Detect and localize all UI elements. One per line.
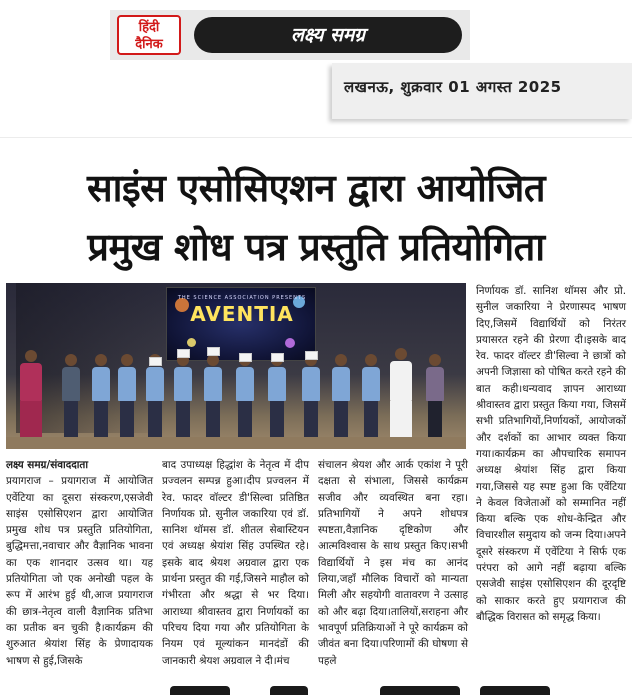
person-figure: [174, 354, 192, 441]
article-photo: [6, 283, 466, 449]
article-column-right: [476, 283, 626, 688]
certificate: [177, 349, 190, 358]
certificate: [271, 353, 284, 362]
masthead: [110, 10, 470, 60]
next-headline-peek: [150, 686, 620, 695]
article-column-3: [318, 457, 468, 685]
paper-badge: [117, 15, 181, 55]
planet-icon: [187, 338, 196, 347]
person-figure: [118, 354, 136, 441]
person-figure: [332, 354, 350, 441]
person-figure: [268, 354, 286, 441]
person-figure: [426, 354, 444, 441]
column-text: बाद उपाध्यक्ष हिद्धांश के नेतृत्व में दीप प्रज्वलन सम्पन्न हुआ।दीप प्रज्वलन में रेव. फादर वॉल्टर डी'सिल्वा प्रतिष्ठित निर्णायक प्रो. सुनील जकारिया एवं डॉ. सानिश थॉमस डॉ. शीतल सेबास्टियन एवं अध्यक्ष श्रेयांश सिंह उपस्थित रहे।इसके बाद श्रेयश अग्रवाल द्वारा एक प्रार्थना प्रस्तुत की गई,जिसने माहौल को गंभीरता और श्रद्धा से भर दिया। आराध्या श्रीवास्तव द्वारा निर्णायकों का परिचय दिया गया और प्रतियोगिता के नियम एवं मूल्यांकन मानदंडों की जानकारी श्रेयश अग्रवाल ने दी।मंच: [162, 459, 309, 667]
person-figure: [204, 354, 222, 441]
screen-title: AVENTIA: [190, 302, 294, 326]
column-text: प्रयागराज – प्रयागराज में आयोजित एवेंटिया का दूसरा संस्करण,एसजेवी साइंस एसोसिएशन द्वारा आयोजित प्रमुख शोध पत्र प्रस्तुति प्रतियोगिता, बुद्धिमत्ता,नवाचार और वैज्ञानिक भावना का एक शानदार उत्सव था। यह प्रतियोगिता जो एक अनोखी पहल के रूप में आरंभ हुई थी,आज प्रयागराज की छात्र-नेतृत्व वाली वैज्ञानिक प्रतिभा का प्रतीक बन चुकी है।कार्यक्रम की शुरुआत श्रेयांश सिंह के प्रेणादायक भाषण से हुई,जिसके: [6, 475, 153, 667]
dateline: लखनऊ, शुक्रवार 01 अगस्त 2025: [344, 78, 562, 96]
person-figure: [362, 354, 380, 441]
stage-floor: [6, 437, 466, 449]
person-figure: [146, 354, 164, 441]
planet-icon: [285, 338, 295, 348]
column-text: निर्णायक डॉ. सानिश थॉमस और प्रो. सुनील जकारिया ने प्रेरणास्पद भाषण दिए,जिसमें विद्यार्थियों को निरंतर प्रयासरत रहने की प्रेरणा दी।इसके बाद रेव. फादर वॉल्टर डी'सिल्वा ने छात्रों को अपनी जिज्ञासा को पोषित करते रहने की बात कही।धन्यवाद ज्ञापन आराध्या श्रीवास्तव द्वारा प्रस्तुत किया गया, जिसमें सभी प्रतिभागियों,निर्णायकों, आयोजकों और दर्शकों का आभार व्यक्त किया गया।कार्यक्रम का औपचारिक समापन अध्यक्ष श्रेयांश सिंह द्वारा किया गया,जिससे यह स्पष्ट हुआ कि एवेंटिया ने केवल विजेताओं को सम्मानित नहीं किया बल्कि एक शोध-केन्द्रित और विचारशील समुदाय को जन्म दिया।अपने दूसरे संस्करण में एवेंटिया ने सिर्फ एक परंपरा को आगे नहीं बढ़ाया बल्कि एसजेवी साइंस एसोसिएशन की दूरदृष्टि को साकार करते हुए प्रयागराज की बौद्धिक विरासत को समृद्ध किया।: [476, 285, 626, 623]
article-column-1: [6, 457, 153, 685]
header-rule: [0, 137, 632, 138]
article-column-2: [162, 457, 309, 685]
person-figure: [302, 354, 320, 441]
dateline-box: [332, 63, 632, 119]
headline-line-2: प्रमुख शोध पत्र प्रस्तुति प्रतियोगिता: [87, 225, 545, 269]
certificate: [239, 353, 252, 362]
badge-line-1: हिंदी: [138, 20, 160, 35]
person-figure: [92, 354, 110, 441]
person-figure: [62, 354, 80, 441]
screen-caption: THE SCIENCE ASSOCIATION PRESENTS: [177, 295, 307, 301]
person-figure: [392, 348, 410, 441]
byline: लक्ष्य समग्र/संवाददाता: [6, 459, 89, 471]
headline-line-1: साइंस एसोसिएशन द्वारा आयोजित: [86, 166, 546, 210]
badge-line-2: दैनिक: [135, 37, 163, 52]
certificate: [207, 347, 220, 356]
column-text: संचालन श्रेयश और आर्क एकांश ने पूरी दक्षता से संभाला, जिससे कार्यक्रम सजीव और व्यवस्थित बना रहा।प्रतिभागियों ने अपने शोधपत्र स्पष्टता,वैज्ञानिक दृष्टिकोण और आत्मविश्वास के साथ प्रस्तुत किए।सभी विद्यार्थियों ने इस मंच का आनंद लिया,जहाँ मौलिक विचारों को मान्यता मिली और सहयोगी वातावरण ने उत्साह को और बढ़ा दिया।तालियों,सराहना और भावपूर्ण प्रतिक्रियाओं ने पूरे कार्यक्रम को जीवंत बना दिया।परिणामों की घोषणा से पहले: [318, 459, 468, 667]
certificate: [149, 357, 162, 366]
certificate: [305, 351, 318, 360]
person-figure: [236, 354, 254, 441]
paper-name: लक्ष्य समग्र: [194, 17, 462, 53]
person-figure: [22, 350, 40, 441]
